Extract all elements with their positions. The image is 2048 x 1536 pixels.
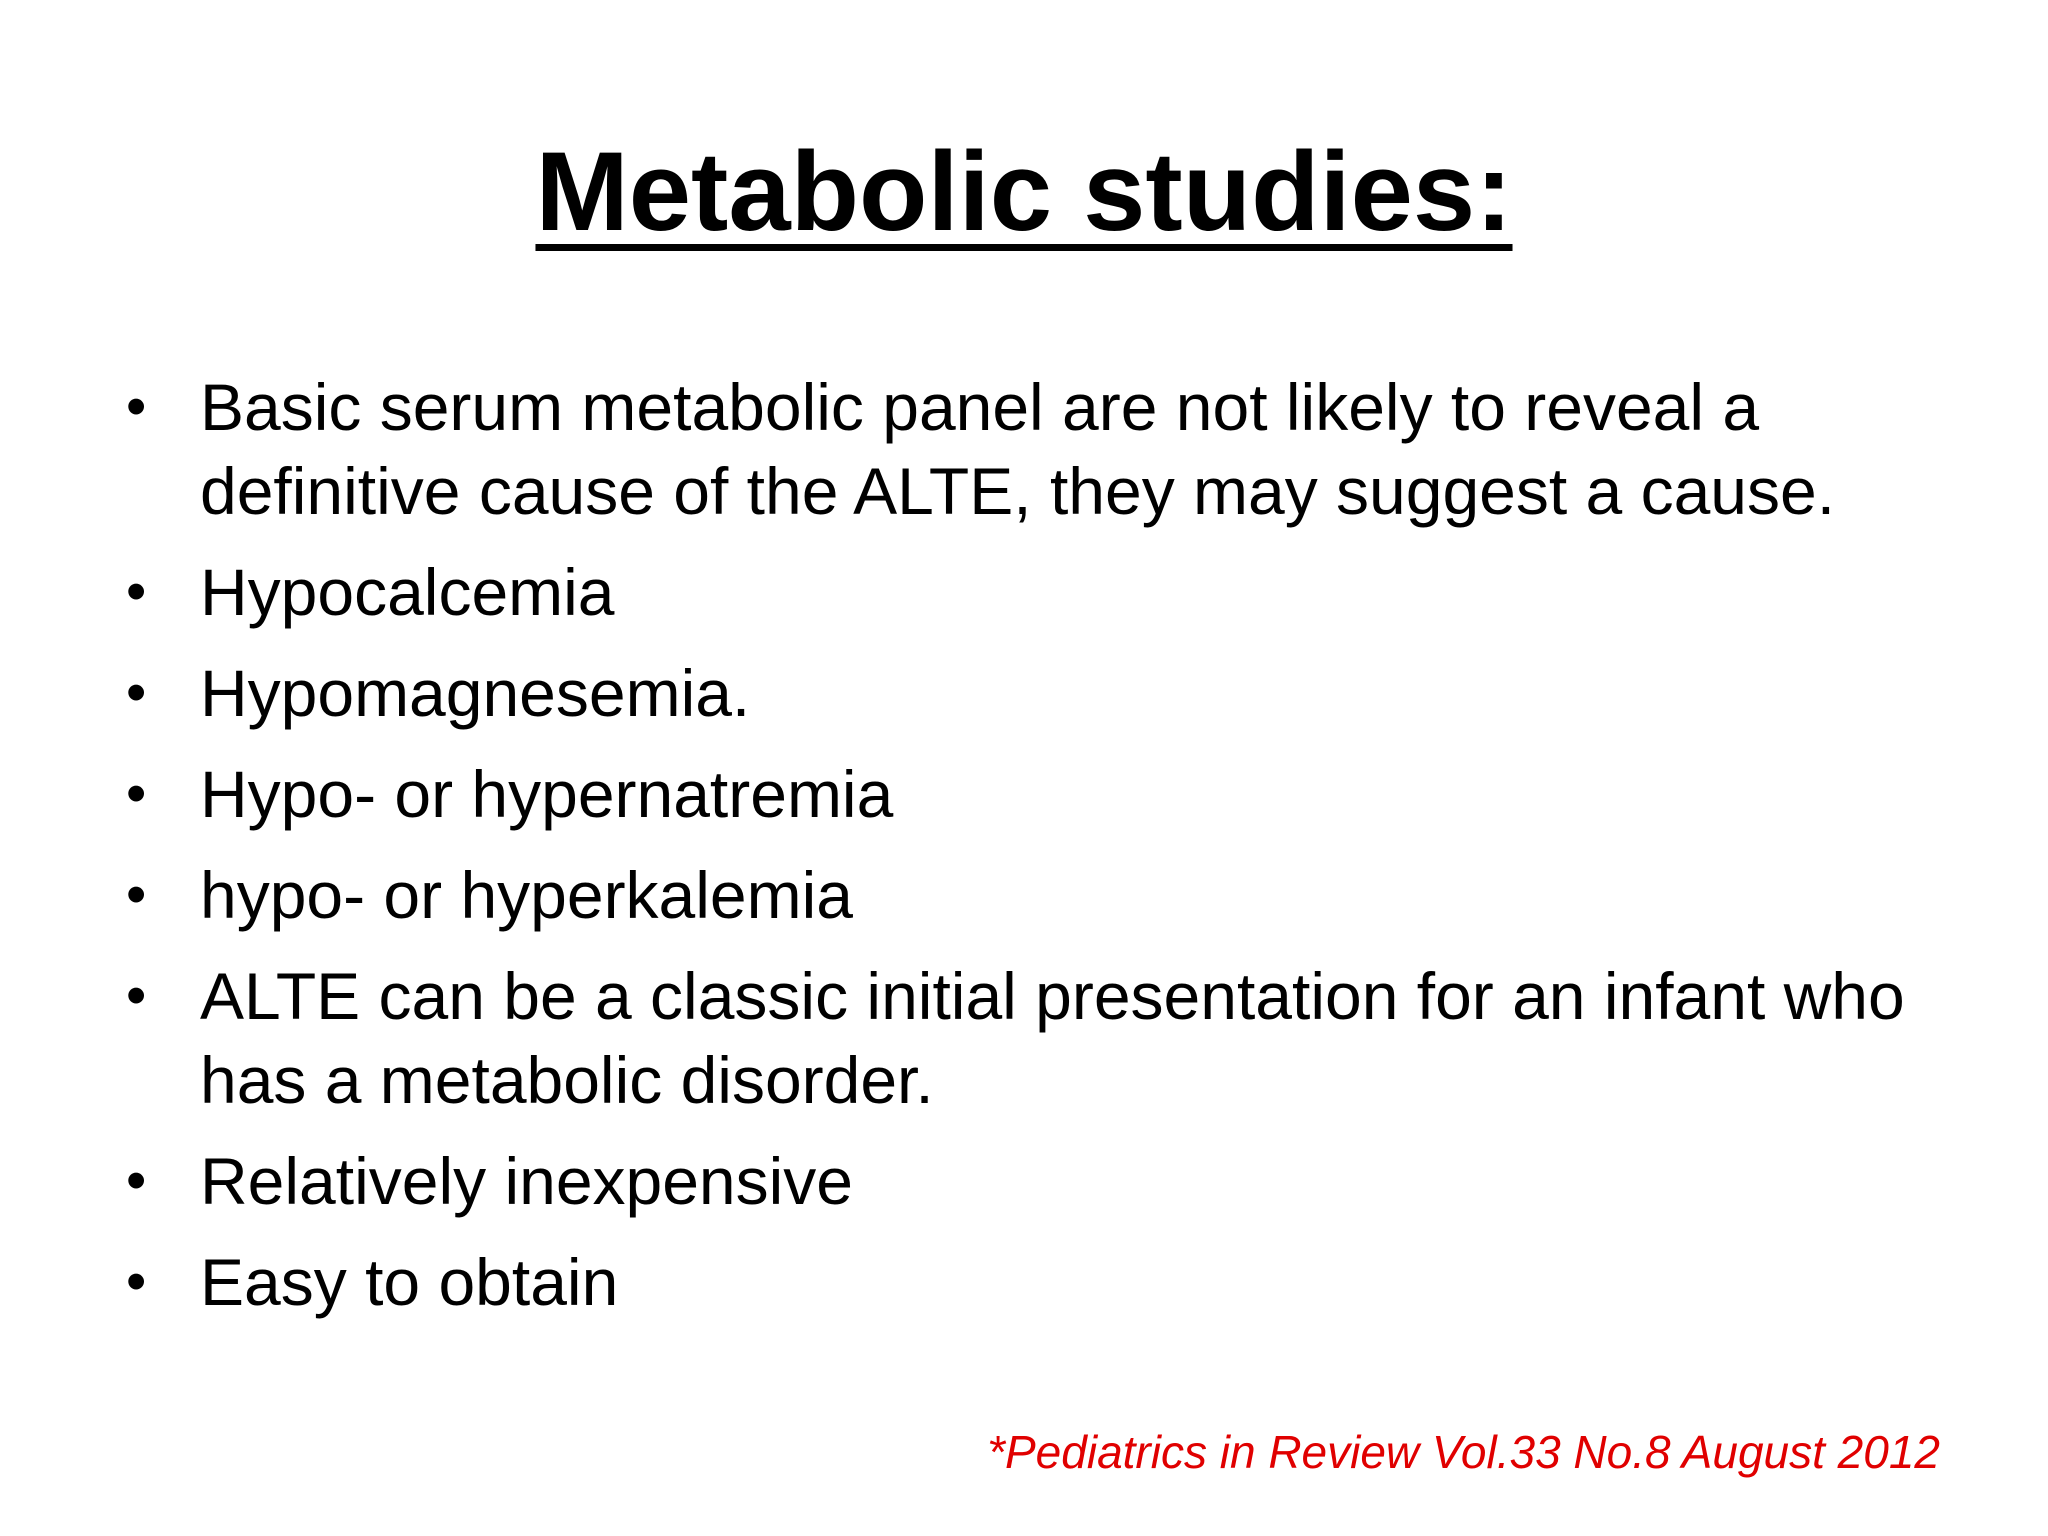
bullet-item xyxy=(0,954,2048,1122)
bullet-dot-icon: • xyxy=(126,963,147,1028)
bullet-dot-icon: • xyxy=(126,862,147,927)
bullet-text: Hypo- or hypernatremia xyxy=(200,757,894,831)
bullet-dot-icon: • xyxy=(126,660,147,725)
bullet-item xyxy=(0,853,2048,937)
bullet-item xyxy=(0,1139,2048,1223)
bullet-item xyxy=(0,550,2048,634)
bullet-dot-icon: • xyxy=(126,559,147,624)
bullet-item xyxy=(0,651,2048,735)
bullet-list xyxy=(0,365,2048,1341)
bullet-text: Easy to obtain xyxy=(200,1245,619,1319)
citation: *Pediatrics in Review Vol.33 No.8 August 2012 xyxy=(987,1426,1940,1478)
bullet-dot-icon: • xyxy=(126,1249,147,1314)
bullet-dot-icon: • xyxy=(126,374,147,439)
bullet-text: Basic serum metabolic panel are not likely to reveal a definitive cause of the ALTE, they may suggest a cause. xyxy=(200,370,1836,528)
bullet-text: Hypomagnesemia. xyxy=(200,656,751,730)
bullet-dot-icon: • xyxy=(126,761,147,826)
slide-title-text: Metabolic studies: xyxy=(535,129,1513,254)
bullet-text: ALTE can be a classic initial presentation for an infant who has a metabolic disorder. xyxy=(200,959,1905,1117)
bullet-dot-icon: • xyxy=(126,1148,147,1213)
slide-title xyxy=(0,128,2048,257)
bullet-item xyxy=(0,752,2048,836)
bullet-text: Relatively inexpensive xyxy=(200,1144,854,1218)
bullet-item xyxy=(0,365,2048,533)
bullet-item xyxy=(0,1240,2048,1324)
bullet-text: Hypocalcemia xyxy=(200,555,615,629)
bullet-text: hypo- or hyperkalemia xyxy=(200,858,853,932)
